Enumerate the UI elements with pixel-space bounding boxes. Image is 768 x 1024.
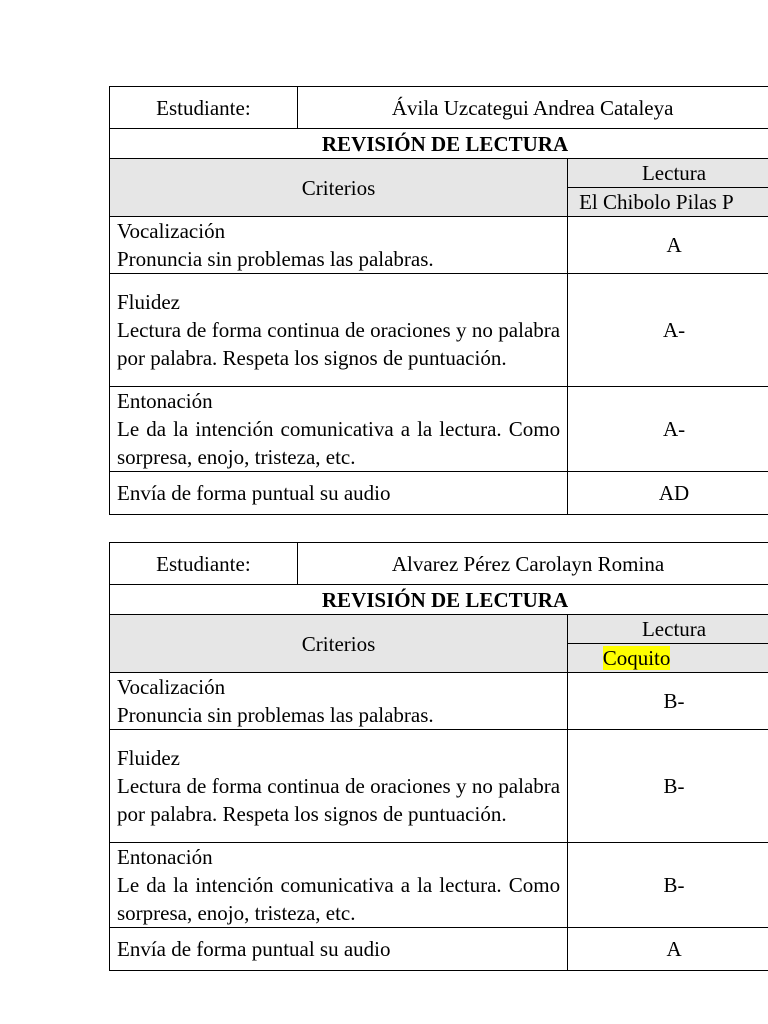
criterion-row [110, 928, 768, 971]
criterion-cell [110, 730, 568, 843]
criterion-name: Entonación [117, 845, 213, 869]
grade-cell: B- [568, 673, 768, 730]
criterion-row [110, 387, 768, 472]
grade-cell: A- [568, 274, 768, 387]
criterion-description: Pronuncia sin problemas las palabras. [117, 247, 434, 271]
title-row [110, 129, 768, 159]
criterion-cell [110, 673, 568, 730]
student-row [110, 543, 768, 585]
grade-cell: A [568, 217, 768, 274]
criterion-description: Le da la intención comunicativa a la lectura. Como sorpresa, enojo, tristeza, etc. [117, 873, 561, 925]
criterion-name: Fluidez [117, 290, 180, 314]
table-title: REVISIÓN DE LECTURA [110, 585, 768, 615]
reading-title: Coquito [602, 646, 671, 670]
student-label: Estudiante: [110, 87, 298, 129]
student-row [110, 87, 768, 129]
grade-cell: B- [568, 730, 768, 843]
criterion-description: Envía de forma puntual su audio [117, 481, 391, 505]
criterion-description: Lectura de forma continua de oraciones y no palabra por palabra. Respeta los signos de puntuación. [117, 774, 561, 826]
header-row [110, 159, 768, 188]
criterion-row [110, 274, 768, 387]
criterion-name: Vocalización [117, 675, 226, 699]
reading-header: Lectura [568, 159, 768, 188]
criterion-row [110, 843, 768, 928]
reading-title-cell [568, 644, 768, 673]
criterion-cell [110, 928, 568, 971]
criterion-description: Pronuncia sin problemas las palabras. [117, 703, 434, 727]
criterion-name: Entonación [117, 389, 213, 413]
student-name: Alvarez Pérez Carolayn Romina [297, 543, 768, 585]
criterion-cell [110, 274, 568, 387]
criterion-name: Vocalización [117, 219, 226, 243]
criterion-description: Envía de forma puntual su audio [117, 937, 391, 961]
criterion-cell [110, 217, 568, 274]
criterion-cell [110, 387, 568, 472]
criterion-description: Lectura de forma continua de oraciones y no palabra por palabra. Respeta los signos de puntuación. [117, 318, 561, 370]
grade-cell: A [568, 928, 768, 971]
criteria-header: Criterios [110, 615, 568, 673]
criterion-description: Le da la intención comunicativa a la lectura. Como sorpresa, enojo, tristeza, etc. [117, 417, 561, 469]
student-label: Estudiante: [110, 543, 298, 585]
criteria-header: Criterios [110, 159, 568, 217]
criterion-cell [110, 472, 568, 515]
criterion-cell [110, 843, 568, 928]
criterion-name: Fluidez [117, 746, 180, 770]
criterion-row [110, 217, 768, 274]
grade-cell: A- [568, 387, 768, 472]
reading-review-table-1 [109, 86, 768, 515]
grade-cell: B- [568, 843, 768, 928]
reading-header: Lectura [568, 615, 768, 644]
title-row [110, 585, 768, 615]
student-name: Ávila Uzcategui Andrea Cataleya [297, 87, 768, 129]
reading-title: El Chibolo Pilas P [568, 188, 768, 217]
grade-cell: AD [568, 472, 768, 515]
criterion-row [110, 730, 768, 843]
table-title: REVISIÓN DE LECTURA [110, 129, 768, 159]
header-row [110, 615, 768, 644]
criterion-row [110, 472, 768, 515]
reading-review-table-2 [109, 542, 768, 971]
criterion-row [110, 673, 768, 730]
